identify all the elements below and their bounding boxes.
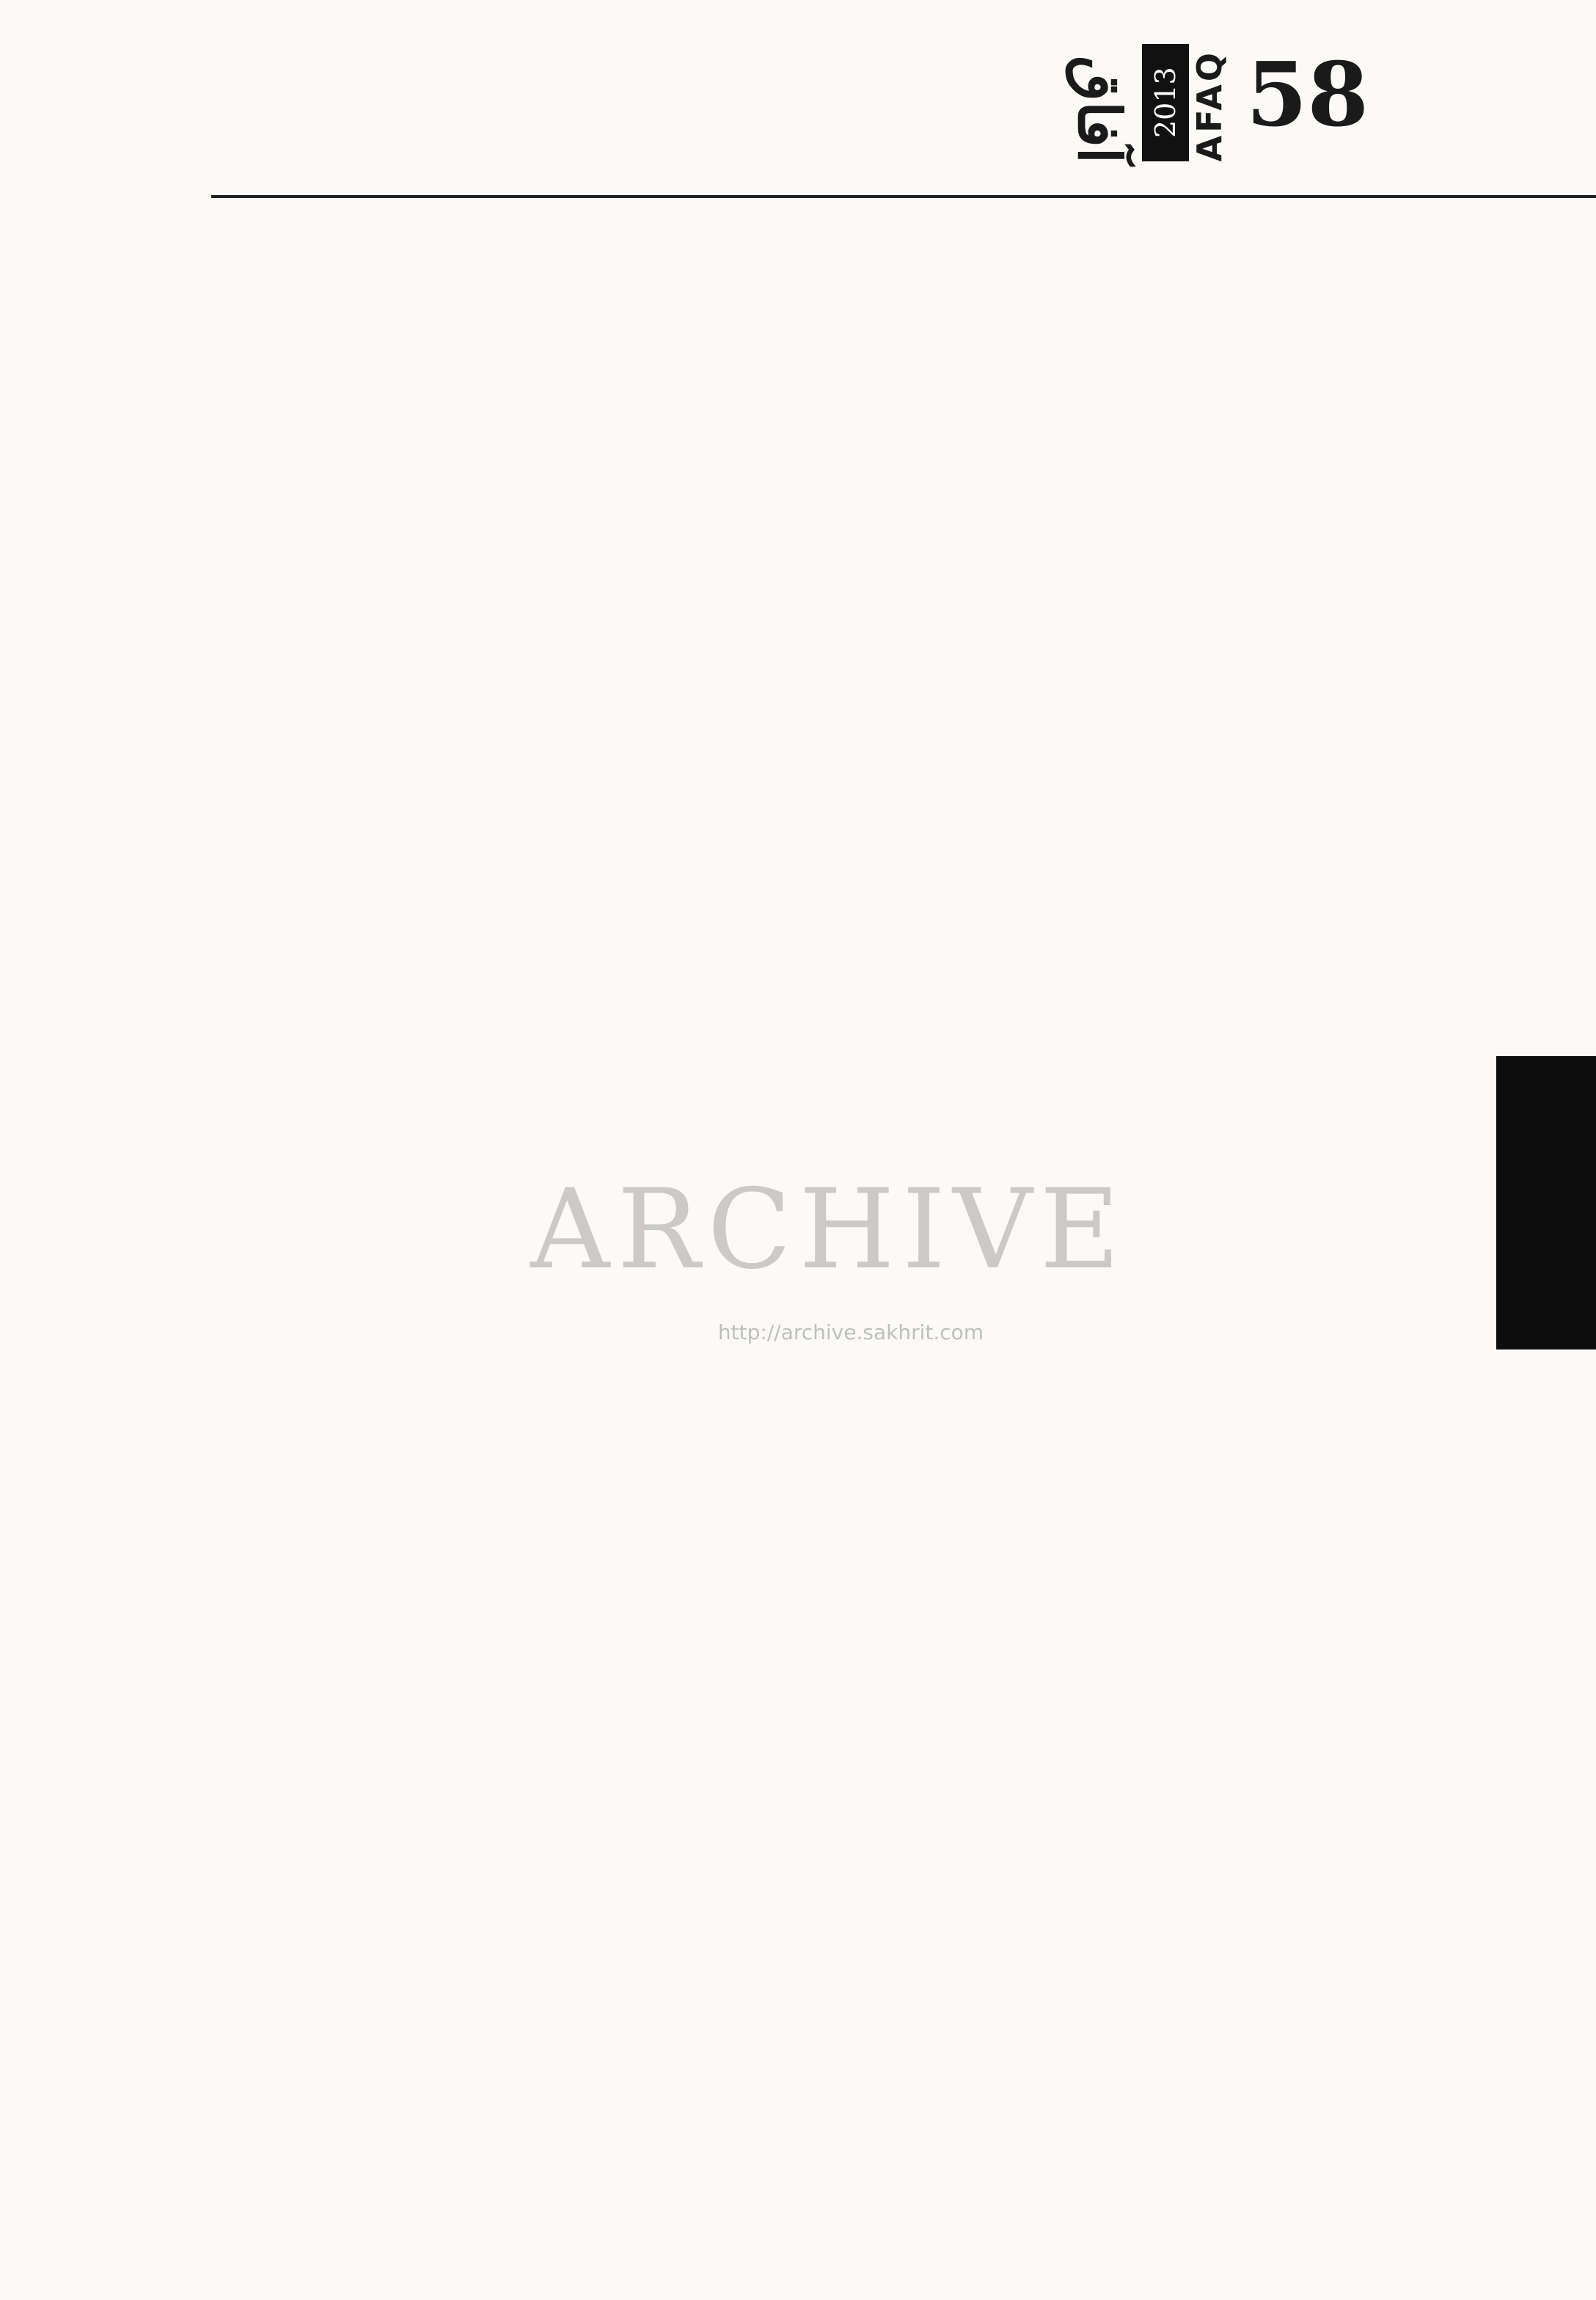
archive-watermark: ARCHIVE xyxy=(530,1166,1127,1294)
article-column-right xyxy=(824,242,1433,2222)
edge-tab-marker xyxy=(1496,1056,1596,1349)
article-column-left xyxy=(176,242,785,2222)
header-rule xyxy=(211,195,1596,198)
page-number: 58 xyxy=(1246,43,1369,147)
archive-watermark-url: http://archive.sakhrit.com xyxy=(717,1320,984,1344)
masthead xyxy=(1061,44,1369,183)
year-badge: 2013 xyxy=(1142,44,1189,161)
magazine-name-arabic: آفاق xyxy=(1065,56,1134,164)
magazine-name-latin: AFAQ xyxy=(1190,50,1229,162)
